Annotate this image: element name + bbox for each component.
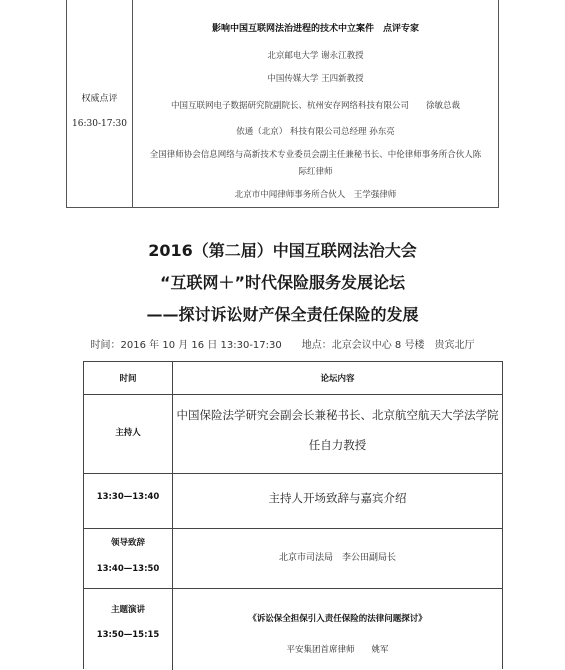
expert-line: 北京市中闻律师事务所合伙人 王学强律师 [234,190,397,200]
header-content: 论坛内容 [320,374,355,384]
conference-title: 2016（第二届）中国互联网法治大会 [148,241,417,260]
schedule-table [83,361,503,669]
review-label-cell [67,0,132,207]
keynote-title: 《诉讼保全担保引入责任保险的法律问题探讨》 [248,614,427,624]
expert-line: 际红律师 [298,167,333,177]
opening-content: 主持人开场致辞与嘉宾介绍 [268,491,407,505]
review-content-cell [133,0,498,207]
table-row [84,473,502,529]
expert-line: 中国互联网电子数据研究院副院长、杭州安存网络科技有限公司 徐敏总裁 [170,101,460,111]
host-line: 任自力教授 [308,438,367,452]
keynote-time: 13:50—15:15 [96,630,160,640]
table-row [84,394,502,474]
leader-label: 领导致辞 [110,538,145,548]
table-header-row [84,362,502,395]
forum-subtitle: ——探讨诉讼财产保全责任保险的发展 [146,305,419,324]
expert-line: 中国传媒大学 王四新教授 [267,74,364,84]
table-row [84,588,502,670]
expert-review-table [66,0,499,208]
expert-line: 全国律师协会信息网络与高新技术专业委员会副主任兼秘书长、中伦律师事务所合伙人陈 [149,150,482,160]
review-heading: 影响中国互联网法治进程的技术中立案件 点评专家 [211,24,419,34]
header-time: 时间 [119,374,137,384]
host-label: 主持人 [115,428,141,438]
keynote-speaker: 平安集团首席律师 姚军 [286,645,389,655]
review-label: 权威点评 [81,94,118,104]
host-line: 中国保险法学研究会副会长兼秘书长、北京航空航天大学法学院 [176,408,499,422]
expert-line: 依通（北京） 科技有限公司总经理 孙东亮 [236,127,395,137]
opening-time: 13:30—13:40 [96,492,160,502]
time-location: 时间：2016 年 10 月 16 日 13:30-17:30 地点：北京会议中心 8 号楼 贵宾北厅 [90,340,475,351]
keynote-label: 主题演讲 [110,605,145,615]
table-row [84,528,502,589]
expert-line: 北京邮电大学 谢永江教授 [267,51,364,61]
leader-content: 北京市司法局 李公田副局长 [278,553,396,563]
forum-title: “互联网＋”时代保险服务发展论坛 [159,273,406,292]
leader-time: 13:40—13:50 [96,564,160,574]
review-time: 16:30-17:30 [72,119,127,129]
